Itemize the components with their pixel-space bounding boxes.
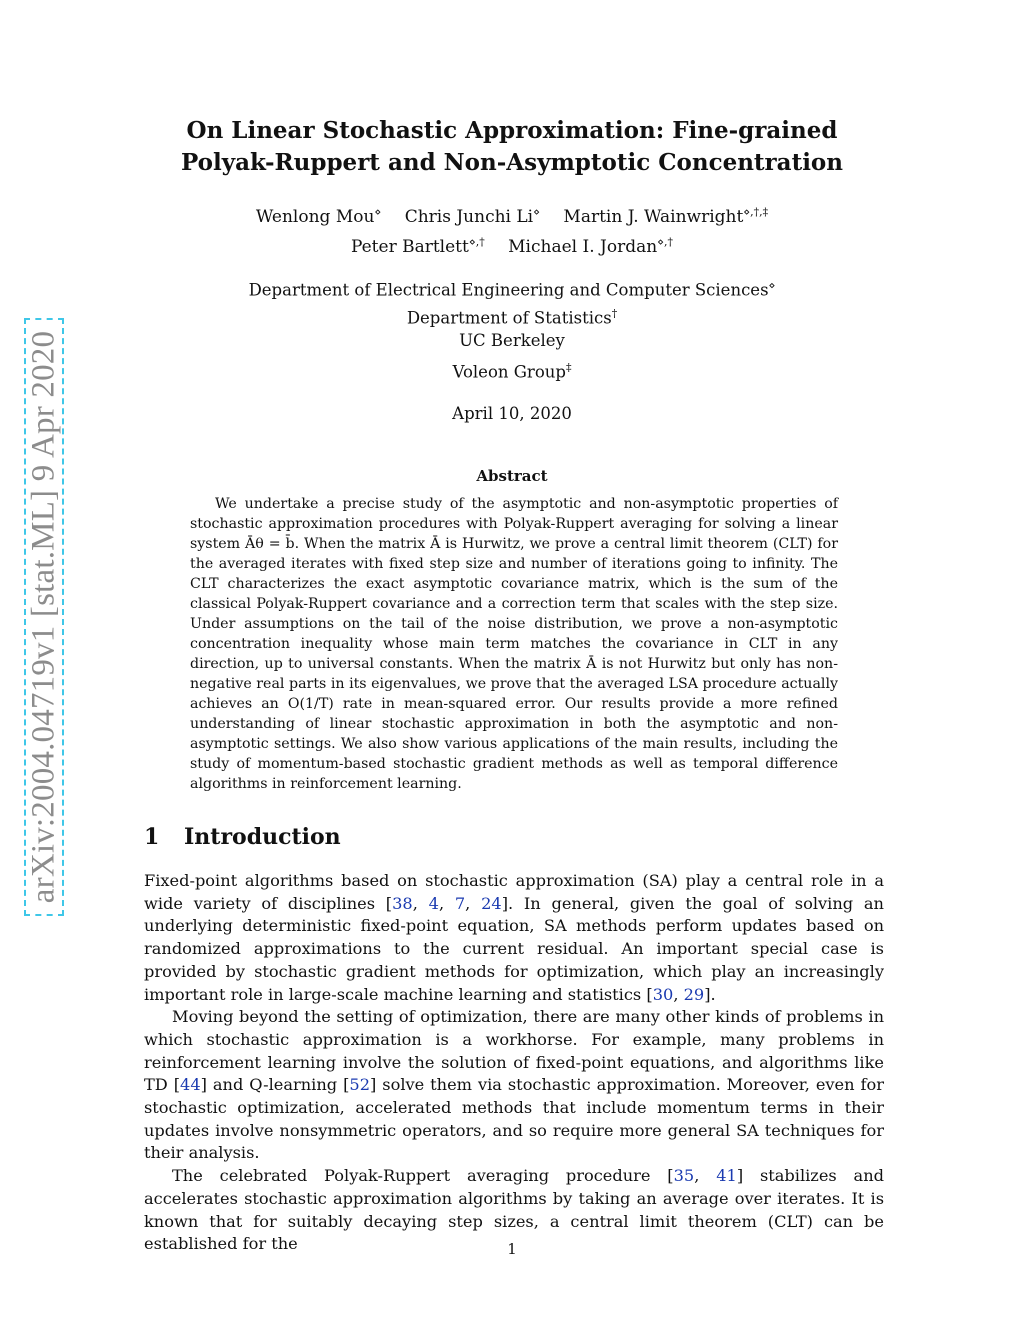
paragraph: Fixed-point algorithms based on stochastic approximation (SA) play a central role in a wide variety of disciplines [38, 4, 7, 24]. In general, given the goal of solving an underlying deterministic fixed-point equation, SA methods perform updates based on randomized approximations to the current residual. An important special case is provided by stochastic gradient methods for optimization, which play an increasingly important role in large-scale machine learning and statistics [30, 29]. xyxy=(144,871,884,1004)
citation-link[interactable]: 4 xyxy=(428,893,439,913)
affiliation-eecs: Department of Electrical Engineering and Computer Sciences⋄ xyxy=(248,279,776,300)
arxiv-stamp[interactable]: arXiv:2004.04719v1 [stat.ML] 9 Apr 2020 xyxy=(25,330,62,904)
citation-link[interactable]: 52 xyxy=(349,1075,371,1095)
section-number: 1 xyxy=(144,824,160,850)
citation-link[interactable]: 29 xyxy=(683,984,705,1004)
section-title: Introduction xyxy=(184,824,341,850)
section-heading xyxy=(144,824,341,850)
citation-link[interactable]: 24 xyxy=(481,893,502,913)
author: Michael I. Jordan⋄,† xyxy=(508,235,674,258)
abstract-heading: Abstract xyxy=(476,467,548,485)
affiliation-block xyxy=(0,274,1024,352)
citation-link[interactable]: 30 xyxy=(652,984,674,1004)
title-line-2: Polyak-Ruppert and Non-Asymptotic Concentration xyxy=(180,149,843,176)
affiliation-university: UC Berkeley xyxy=(459,331,565,350)
author: Chris Junchi Li⋄ xyxy=(404,205,540,227)
paragraph: Moving beyond the setting of optimization, there are many other kinds of problems in which stochastic approximation is a workhorse. For example, many problems in reinforcement learning involve the solution of fixed-point equations, and algorithms like TD [44] and Q-learning [52] solve them via stochastic approximation. Moreover, even for stochastic optimization, accelerated methods that include momentum terms in their updates involve nonsymmetric operators, and so require more general SA techniques for their analysis. xyxy=(144,1007,884,1163)
abstract-body xyxy=(190,494,838,794)
introduction-body xyxy=(144,870,884,1256)
title-line-1: On Linear Stochastic Approximation: Fine-grained xyxy=(186,117,838,144)
paper-date: April 10, 2020 xyxy=(452,404,572,423)
paragraph: The celebrated Polyak-Ruppert averaging procedure [35, 41] stabilizes and accelerates stochastic approximation algorithms by taking an average over iterates. It is known that for suitably decaying step sizes, a central limit theorem (CLT) can be established for the xyxy=(144,1166,884,1254)
citation-link[interactable]: 38 xyxy=(392,893,413,913)
citation-link[interactable]: 44 xyxy=(180,1075,201,1095)
author-line-2 xyxy=(0,230,1024,261)
author: Wenlong Mou⋄ xyxy=(255,205,382,227)
page-number: 1 xyxy=(507,1240,517,1258)
author: Martin J. Wainwright⋄,†,‡ xyxy=(563,205,769,227)
affiliation-company: Voleon Group‡ xyxy=(452,361,572,382)
author: Peter Bartlett⋄,† xyxy=(350,235,485,258)
citation-link[interactable]: 35 xyxy=(673,1166,695,1186)
citation-link[interactable]: 41 xyxy=(716,1166,737,1186)
abstract-text: We undertake a precise study of the asymptotic and non-asymptotic properties of stochastic approximation procedures with Polyak-Ruppert averaging for solving a linear system Āθ = b̄. When the matrix Ā is Hurwitz, we prove a central limit theorem (CLT) for the averaged iterates with fixed step size and number of iterations going to infinity. The CLT characterizes the exact asymptotic covariance matrix, which is the sum of the classical Polyak-Ruppert covariance and a correction term that scales with the step size. Under assumptions on the tail of the noise distribution, we prove a non-asymptotic concentration inequality whose main term matches the covariance in CLT in any direction, up to universal constants. When the matrix Ā is not Hurwitz but only has non-negative real parts in its eigenvalues, we prove that the averaged LSA procedure actually achieves an O(1/T) rate in mean-squared error. Our results provide a more refined understanding of linear stochastic approximation in both the asymptotic and non-asymptotic settings. We also show various applications of the main results, including the study of momentum-based stochastic gradient methods as well as temporal difference algorithms in reinforcement learning. xyxy=(190,496,838,792)
author-line-1 xyxy=(0,199,1024,230)
author-list xyxy=(0,199,1024,260)
paper-title xyxy=(0,115,1024,179)
affiliation-statistics: Department of Statistics† xyxy=(406,306,618,327)
citation-link[interactable]: 7 xyxy=(454,893,466,913)
